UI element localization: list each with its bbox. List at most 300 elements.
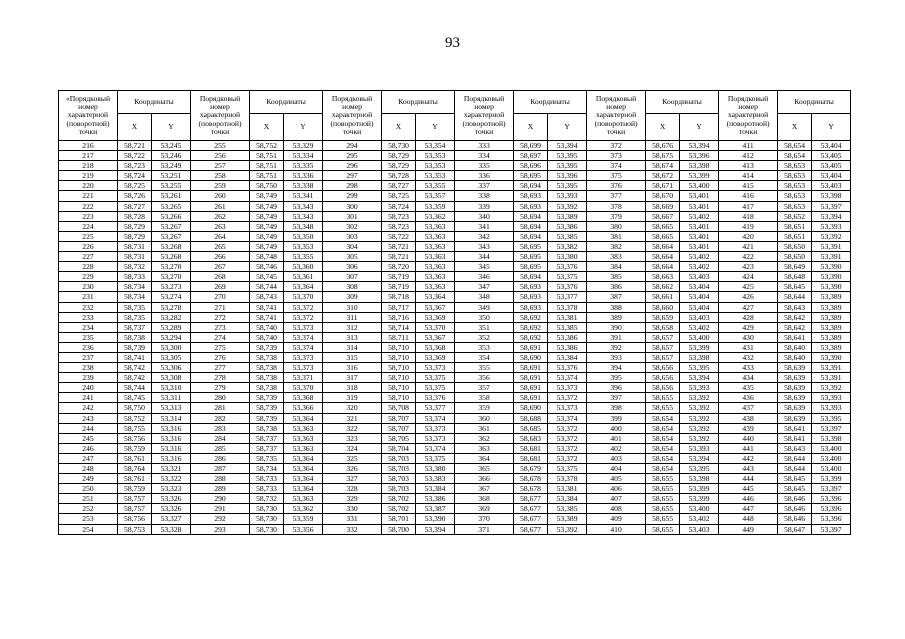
y-cell: 53,389 <box>812 312 851 322</box>
x-cell: 58,691 <box>514 363 548 373</box>
x-cell: 58,691 <box>514 373 548 383</box>
header-point-number-line: точки <box>474 126 494 136</box>
x-cell: 58,641 <box>778 433 812 443</box>
x-cell: 58,654 <box>646 413 680 423</box>
point-number-cell: 272 <box>191 312 250 322</box>
point-number-cell: 307 <box>323 272 382 282</box>
point-number-cell: 345 <box>455 262 514 272</box>
x-cell: 58,694 <box>514 221 548 231</box>
point-number-cell: 360 <box>455 413 514 423</box>
header-y: Y <box>284 114 323 141</box>
point-number-cell: 298 <box>323 181 382 191</box>
x-cell: 58,730 <box>250 504 284 514</box>
point-number-cell: 224 <box>59 221 118 231</box>
y-cell: 53,294 <box>152 332 191 342</box>
y-cell: 53,373 <box>548 403 587 413</box>
x-cell: 58,738 <box>250 363 284 373</box>
point-number-cell: 380 <box>587 221 646 231</box>
point-number-cell: 403 <box>587 453 646 463</box>
x-cell: 58,665 <box>646 221 680 231</box>
point-number-cell: 249 <box>59 474 118 484</box>
y-cell: 53,381 <box>548 484 587 494</box>
point-number-cell: 316 <box>323 363 382 373</box>
x-cell: 58,677 <box>514 504 548 514</box>
x-cell: 58,739 <box>250 393 284 403</box>
y-cell: 53,338 <box>284 181 323 191</box>
y-cell: 53,390 <box>812 352 851 362</box>
point-number-cell: 390 <box>587 322 646 332</box>
point-number-cell: 280 <box>191 393 250 403</box>
y-cell: 53,363 <box>284 494 323 504</box>
point-number-cell: 412 <box>719 151 778 161</box>
y-cell: 53,373 <box>416 433 455 443</box>
x-cell: 58,726 <box>118 191 152 201</box>
y-cell: 53,392 <box>680 433 719 443</box>
header-point-number-line: Порядковый <box>727 93 769 103</box>
x-cell: 58,738 <box>250 423 284 433</box>
point-number-cell: 413 <box>719 161 778 171</box>
table-row <box>59 474 851 484</box>
x-cell: 58,654 <box>646 433 680 443</box>
y-cell: 53,404 <box>812 171 851 181</box>
y-cell: 53,383 <box>416 474 455 484</box>
point-number-cell: 419 <box>719 221 778 231</box>
point-number-cell: 324 <box>323 443 382 453</box>
point-number-cell: 258 <box>191 171 250 181</box>
x-cell: 58,657 <box>646 332 680 342</box>
y-cell: 53,354 <box>416 141 455 151</box>
point-number-cell: 242 <box>59 403 118 413</box>
point-number-cell: 421 <box>719 241 778 251</box>
table-body <box>59 141 851 535</box>
x-cell: 58,695 <box>514 252 548 262</box>
x-cell: 58,710 <box>382 393 416 403</box>
y-cell: 53,270 <box>152 262 191 272</box>
point-number-cell: 247 <box>59 453 118 463</box>
x-cell: 58,694 <box>514 211 548 221</box>
point-number-cell: 333 <box>455 141 514 151</box>
point-number-cell: 427 <box>719 302 778 312</box>
point-number-cell: 404 <box>587 464 646 474</box>
point-number-cell: 251 <box>59 494 118 504</box>
point-number-cell: 294 <box>323 141 382 151</box>
y-cell: 53,395 <box>812 413 851 423</box>
y-cell: 53,384 <box>548 494 587 504</box>
header-x: X <box>778 114 812 141</box>
y-cell: 53,343 <box>284 211 323 221</box>
x-cell: 58,737 <box>250 443 284 453</box>
point-number-cell: 288 <box>191 474 250 484</box>
x-cell: 58,733 <box>250 474 284 484</box>
point-number-cell: 327 <box>323 474 382 484</box>
header-point-number-line: (поворотной) <box>198 118 242 128</box>
point-number-cell: 396 <box>587 383 646 393</box>
point-number-cell: 264 <box>191 231 250 241</box>
header-point-number-line: характерной <box>463 110 505 120</box>
point-number-cell: 252 <box>59 504 118 514</box>
y-cell: 53,267 <box>152 231 191 241</box>
y-cell: 53,394 <box>548 141 587 151</box>
y-cell: 53,360 <box>284 262 323 272</box>
x-cell: 58,664 <box>646 241 680 251</box>
header-point-number-line: номер <box>210 102 230 112</box>
x-cell: 58,652 <box>778 211 812 221</box>
table-row <box>59 484 851 494</box>
y-cell: 53,261 <box>152 191 191 201</box>
y-cell: 53,392 <box>812 383 851 393</box>
x-cell: 58,646 <box>778 504 812 514</box>
x-cell: 58,654 <box>646 443 680 453</box>
y-cell: 53,308 <box>152 373 191 383</box>
y-cell: 53,380 <box>548 252 587 262</box>
x-cell: 58,655 <box>646 514 680 524</box>
point-number-cell: 221 <box>59 191 118 201</box>
point-number-cell: 448 <box>719 514 778 524</box>
x-cell: 58,738 <box>118 332 152 342</box>
x-cell: 58,749 <box>250 201 284 211</box>
y-cell: 53,393 <box>812 403 851 413</box>
x-cell: 58,701 <box>382 514 416 524</box>
x-cell: 58,693 <box>514 292 548 302</box>
header-point-number <box>191 91 250 141</box>
x-cell: 58,702 <box>382 504 416 514</box>
x-cell: 58,639 <box>778 413 812 423</box>
x-cell: 58,642 <box>778 322 812 332</box>
x-cell: 58,639 <box>778 393 812 403</box>
x-cell: 58,650 <box>778 252 812 262</box>
y-cell: 53,363 <box>416 231 455 241</box>
x-cell: 58,644 <box>778 453 812 463</box>
x-cell: 58,740 <box>250 332 284 342</box>
y-cell: 53,270 <box>152 272 191 282</box>
table-row <box>59 171 851 181</box>
point-number-cell: 362 <box>455 433 514 443</box>
y-cell: 53,373 <box>284 363 323 373</box>
y-cell: 53,274 <box>152 292 191 302</box>
x-cell: 58,667 <box>646 211 680 221</box>
y-cell: 53,372 <box>548 453 587 463</box>
x-cell: 58,741 <box>250 302 284 312</box>
point-number-cell: 349 <box>455 302 514 312</box>
y-cell: 53,371 <box>284 373 323 383</box>
header-row <box>59 91 851 114</box>
x-cell: 58,641 <box>778 423 812 433</box>
header-point-number-line: точки <box>606 126 626 136</box>
y-cell: 53,363 <box>284 443 323 453</box>
y-cell: 53,370 <box>416 322 455 332</box>
point-number-cell: 323 <box>323 433 382 443</box>
table-row <box>59 181 851 191</box>
point-number-cell: 350 <box>455 312 514 322</box>
point-number-cell: 286 <box>191 453 250 463</box>
header-point-number-line: (поворотной) <box>330 118 374 128</box>
y-cell: 53,368 <box>416 342 455 352</box>
point-number-cell: 317 <box>323 373 382 383</box>
x-cell: 58,733 <box>118 272 152 282</box>
x-cell: 58,757 <box>118 504 152 514</box>
point-number-cell: 382 <box>587 241 646 251</box>
x-cell: 58,740 <box>250 322 284 332</box>
y-cell: 53,364 <box>284 282 323 292</box>
header-point-number-line: характерной <box>727 110 769 120</box>
x-cell: 58,728 <box>382 171 416 181</box>
point-number-cell: 407 <box>587 494 646 504</box>
x-cell: 58,750 <box>250 181 284 191</box>
x-cell: 58,718 <box>382 292 416 302</box>
y-cell: 53,386 <box>416 494 455 504</box>
x-cell: 58,749 <box>250 221 284 231</box>
x-cell: 58,646 <box>778 514 812 524</box>
y-cell: 53,395 <box>548 161 587 171</box>
table-row <box>59 292 851 302</box>
y-cell: 53,353 <box>416 161 455 171</box>
x-cell: 58,644 <box>778 464 812 474</box>
x-cell: 58,645 <box>778 474 812 484</box>
x-cell: 58,690 <box>514 403 548 413</box>
y-cell: 53,395 <box>680 363 719 373</box>
x-cell: 58,721 <box>118 141 152 151</box>
point-number-cell: 443 <box>719 464 778 474</box>
point-number-cell: 241 <box>59 393 118 403</box>
x-cell: 58,672 <box>646 171 680 181</box>
header-point-number-line: точки <box>738 126 758 136</box>
point-number-cell: 248 <box>59 464 118 474</box>
point-number-cell: 300 <box>323 201 382 211</box>
point-number-cell: 381 <box>587 231 646 241</box>
y-cell: 53,323 <box>152 484 191 494</box>
x-cell: 58,677 <box>514 524 548 534</box>
x-cell: 58,756 <box>118 433 152 443</box>
point-number-cell: 318 <box>323 383 382 393</box>
x-cell: 58,732 <box>250 494 284 504</box>
point-number-cell: 366 <box>455 474 514 484</box>
x-cell: 58,720 <box>382 262 416 272</box>
y-cell: 53,382 <box>548 241 587 251</box>
x-cell: 58,711 <box>382 332 416 342</box>
x-cell: 58,656 <box>646 383 680 393</box>
point-number-cell: 303 <box>323 231 382 241</box>
point-number-cell: 346 <box>455 272 514 282</box>
point-number-cell: 268 <box>191 272 250 282</box>
point-number-cell: 261 <box>191 201 250 211</box>
table-row <box>59 191 851 201</box>
x-cell: 58,664 <box>646 252 680 262</box>
point-number-cell: 446 <box>719 494 778 504</box>
point-number-cell: 263 <box>191 221 250 231</box>
x-cell: 58,738 <box>250 352 284 362</box>
y-cell: 53,394 <box>680 373 719 383</box>
x-cell: 58,729 <box>118 231 152 241</box>
y-cell: 53,373 <box>284 322 323 332</box>
table-row <box>59 413 851 423</box>
point-number-cell: 377 <box>587 191 646 201</box>
point-number-cell: 441 <box>719 443 778 453</box>
y-cell: 53,397 <box>812 201 851 211</box>
y-cell: 53,370 <box>284 292 323 302</box>
x-cell: 58,653 <box>778 161 812 171</box>
y-cell: 53,385 <box>548 231 587 241</box>
x-cell: 58,676 <box>646 141 680 151</box>
header-point-number-line: «Порядковый <box>65 93 111 103</box>
y-cell: 53,401 <box>680 201 719 211</box>
coordinates-table <box>58 90 851 535</box>
y-cell: 53,397 <box>812 423 851 433</box>
table-row <box>59 312 851 322</box>
y-cell: 53,391 <box>812 373 851 383</box>
x-cell: 58,756 <box>118 514 152 524</box>
point-number-cell: 229 <box>59 272 118 282</box>
y-cell: 53,389 <box>548 211 587 221</box>
x-cell: 58,742 <box>118 363 152 373</box>
x-cell: 58,646 <box>778 494 812 504</box>
x-cell: 58,717 <box>382 302 416 312</box>
point-number-cell: 276 <box>191 352 250 362</box>
y-cell: 53,387 <box>416 504 455 514</box>
point-number-cell: 226 <box>59 241 118 251</box>
point-number-cell: 375 <box>587 171 646 181</box>
y-cell: 53,391 <box>812 252 851 262</box>
header-point-number-line: номер <box>342 102 362 112</box>
table-row <box>59 151 851 161</box>
y-cell: 53,390 <box>812 272 851 282</box>
x-cell: 58,755 <box>118 423 152 433</box>
table-row <box>59 302 851 312</box>
x-cell: 58,671 <box>646 181 680 191</box>
table-row <box>59 464 851 474</box>
y-cell: 53,370 <box>284 383 323 393</box>
point-number-cell: 447 <box>719 504 778 514</box>
x-cell: 58,710 <box>382 383 416 393</box>
point-number-cell: 238 <box>59 363 118 373</box>
x-cell: 58,640 <box>778 352 812 362</box>
x-cell: 58,697 <box>514 151 548 161</box>
point-number-cell: 334 <box>455 151 514 161</box>
y-cell: 53,398 <box>812 191 851 201</box>
point-number-cell: 414 <box>719 171 778 181</box>
y-cell: 53,246 <box>152 151 191 161</box>
point-number-cell: 230 <box>59 282 118 292</box>
x-cell: 58,651 <box>778 231 812 241</box>
x-cell: 58,751 <box>250 151 284 161</box>
y-cell: 53,373 <box>548 383 587 393</box>
point-number-cell: 313 <box>323 332 382 342</box>
x-cell: 58,735 <box>250 453 284 463</box>
table-row <box>59 342 851 352</box>
y-cell: 53,403 <box>680 312 719 322</box>
point-number-cell: 422 <box>719 252 778 262</box>
y-cell: 53,363 <box>416 272 455 282</box>
header-point-number-line: (поворотной) <box>462 118 506 128</box>
point-number-cell: 339 <box>455 201 514 211</box>
y-cell: 53,390 <box>416 514 455 524</box>
x-cell: 58,725 <box>382 191 416 201</box>
point-number-cell: 415 <box>719 181 778 191</box>
y-cell: 53,401 <box>680 221 719 231</box>
x-cell: 58,653 <box>778 171 812 181</box>
table-row <box>59 141 851 151</box>
x-cell: 58,645 <box>778 484 812 494</box>
point-number-cell: 322 <box>323 423 382 433</box>
point-number-cell: 259 <box>191 181 250 191</box>
x-cell: 58,714 <box>382 322 416 332</box>
y-cell: 53,374 <box>416 413 455 423</box>
header-point-number-line: (поворотной) <box>726 118 770 128</box>
point-number-cell: 389 <box>587 312 646 322</box>
table-row <box>59 272 851 282</box>
x-cell: 58,734 <box>118 292 152 302</box>
y-cell: 53,363 <box>416 252 455 262</box>
header-point-number-line: (поворотной) <box>66 118 110 128</box>
y-cell: 53,367 <box>416 302 455 312</box>
point-number-cell: 279 <box>191 383 250 393</box>
x-cell: 58,639 <box>778 363 812 373</box>
table-row <box>59 332 851 342</box>
point-number-cell: 376 <box>587 181 646 191</box>
y-cell: 53,364 <box>284 413 323 423</box>
y-cell: 53,396 <box>548 171 587 181</box>
x-cell: 58,749 <box>250 211 284 221</box>
x-cell: 58,653 <box>778 201 812 211</box>
x-cell: 58,655 <box>646 524 680 534</box>
y-cell: 53,392 <box>680 403 719 413</box>
point-number-cell: 429 <box>719 322 778 332</box>
point-number-cell: 296 <box>323 161 382 171</box>
y-cell: 53,268 <box>152 252 191 262</box>
point-number-cell: 354 <box>455 352 514 362</box>
header-y: Y <box>812 114 851 141</box>
point-number-cell: 355 <box>455 363 514 373</box>
point-number-cell: 337 <box>455 181 514 191</box>
x-cell: 58,745 <box>250 272 284 282</box>
x-cell: 58,761 <box>118 453 152 463</box>
y-cell: 53,373 <box>284 352 323 362</box>
y-cell: 53,359 <box>416 201 455 211</box>
header-point-number-line: характерной <box>67 110 109 120</box>
y-cell: 53,402 <box>680 252 719 262</box>
point-number-cell: 304 <box>323 241 382 251</box>
point-number-cell: 383 <box>587 252 646 262</box>
x-cell: 58,703 <box>382 474 416 484</box>
x-cell: 58,647 <box>778 524 812 534</box>
point-number-cell: 442 <box>719 453 778 463</box>
x-cell: 58,678 <box>514 474 548 484</box>
table-row <box>59 241 851 251</box>
y-cell: 53,403 <box>812 181 851 191</box>
point-number-cell: 283 <box>191 423 250 433</box>
y-cell: 53,336 <box>284 171 323 181</box>
x-cell: 58,759 <box>118 443 152 453</box>
header-x: X <box>514 114 548 141</box>
y-cell: 53,249 <box>152 161 191 171</box>
point-number-cell: 239 <box>59 373 118 383</box>
point-number-cell: 236 <box>59 342 118 352</box>
y-cell: 53,397 <box>812 524 851 534</box>
y-cell: 53,404 <box>680 282 719 292</box>
x-cell: 58,692 <box>514 332 548 342</box>
point-number-cell: 440 <box>719 433 778 443</box>
x-cell: 58,741 <box>118 352 152 362</box>
header-point-number-line: Порядковый <box>331 93 373 103</box>
x-cell: 58,651 <box>778 221 812 231</box>
y-cell: 53,353 <box>416 151 455 161</box>
y-cell: 53,389 <box>812 302 851 312</box>
x-cell: 58,722 <box>382 231 416 241</box>
y-cell: 53,396 <box>680 151 719 161</box>
y-cell: 53,396 <box>812 514 851 524</box>
point-number-cell: 299 <box>323 191 382 201</box>
y-cell: 53,375 <box>416 453 455 463</box>
point-number-cell: 312 <box>323 322 382 332</box>
